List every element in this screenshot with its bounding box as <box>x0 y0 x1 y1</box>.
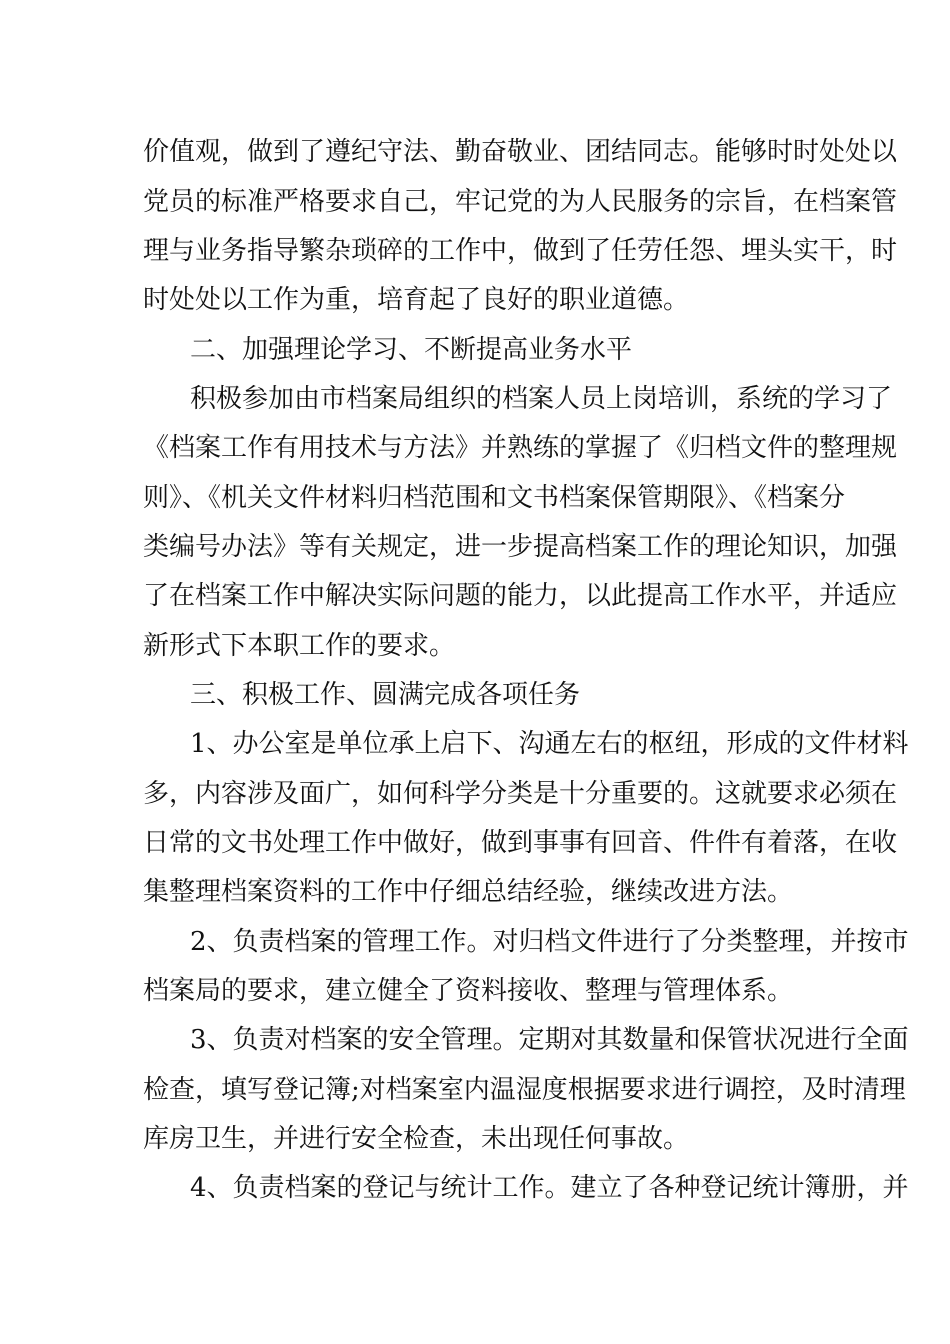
text-line: 日常的文书处理工作中做好，做到事事有回音、件件有着落，在收 <box>143 828 898 858</box>
section-heading: 三、积极工作、圆满完成各项任务 <box>190 680 581 710</box>
text-line: 库房卫生，并进行安全检查，未出现任何事故。 <box>143 1124 690 1154</box>
text-line: 了在档案工作中解决实际问题的能力，以此提高工作水平，并适应 <box>143 581 898 611</box>
text-line: 检查，填写登记簿;对档案室内温湿度根据要求进行调控，及时清理 <box>143 1075 906 1105</box>
text-line: 党员的标准严格要求自己，牢记党的为人民服务的宗旨，在档案管 <box>143 187 898 217</box>
text-line: 《档案工作有用技术与方法》并熟练的掌握了《归档文件的整理规 <box>143 433 898 463</box>
text-line: 档案局的要求，建立健全了资料接收、整理与管理体系。 <box>143 976 794 1006</box>
section-heading: 二、加强理论学习、不断提高业务水平 <box>190 335 633 365</box>
text-line: 多，内容涉及面广，如何科学分类是十分重要的。这就要求必须在 <box>143 779 898 809</box>
text-line: 新形式下本职工作的要求。 <box>143 631 456 661</box>
text-line: 类编号办法》等有关规定，进一步提高档案工作的理论知识，加强 <box>143 532 898 562</box>
text-line: 1、办公室是单位承上启下、沟通左右的枢纽，形成的文件材料 <box>190 729 909 759</box>
text-line: 集整理档案资料的工作中仔细总结经验，继续改进方法。 <box>143 877 794 907</box>
text-line: 2、负责档案的管理工作。对归档文件进行了分类整理，并按市 <box>190 927 909 957</box>
text-line: 理与业务指导繁杂琐碎的工作中，做到了任劳任怨、埋头实干，时 <box>143 236 898 266</box>
text-line: 价值观，做到了遵纪守法、勤奋敬业、团结同志。能够时时处处以 <box>143 137 898 167</box>
text-line: 3、负责对档案的安全管理。定期对其数量和保管状况进行全面 <box>190 1025 909 1055</box>
text-line: 积极参加由市档案局组织的档案人员上岗培训，系统的学习了 <box>190 384 893 414</box>
text-line: 4、负责档案的登记与统计工作。建立了各种登记统计簿册，并 <box>190 1173 909 1203</box>
text-line: 则》、《机关文件材料归档范围和文书档案保管期限》、《档案分 <box>143 483 846 513</box>
text-line: 时处处以工作为重，培育起了良好的职业道德。 <box>143 285 690 315</box>
